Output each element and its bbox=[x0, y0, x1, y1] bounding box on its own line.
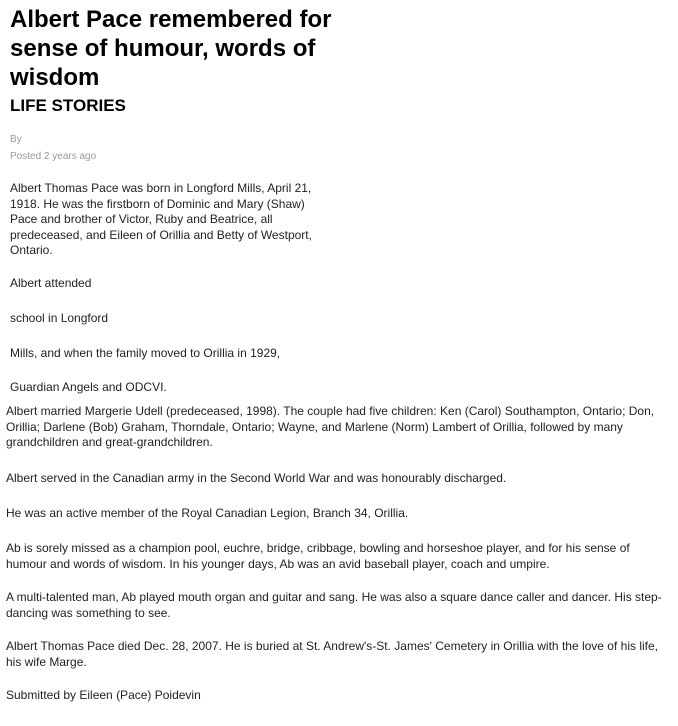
posted-date: Posted 2 years ago bbox=[10, 151, 97, 162]
paragraph-birth: Albert Thomas Pace was born in Longford Mills, April 21, 1918. He was the firstborn of Dominic and Mary (Shaw) Pace and brother of Victor, Ruby and Beatrice, all predeceased, and Eileen of Orillia and Betty of Westport, Ontario. bbox=[10, 181, 312, 257]
paragraph-marriage: Albert married Margerie Udell (predeceased, 1998). The couple had five children: Ken (Carol) Southampton, Ontario; Don, Orillia; Darlene (Bob) Graham, Thorndale, Ontario; Wayne, and Marlene (Norm) Lambert of Orillia, followed by many grandchildren and great-grandchildren. bbox=[6, 404, 655, 449]
article-category: LIFE STORIES bbox=[10, 96, 126, 115]
paragraph-attended: Albert attended bbox=[10, 276, 92, 290]
article-headline: Albert Pace remembered for sense of humour, words of wisdom bbox=[10, 6, 332, 91]
paragraph-army: Albert served in the Canadian army in the Second World War and was honourably discharged. bbox=[6, 471, 507, 485]
paragraph-hobbies: Ab is sorely missed as a champion pool, euchre, bridge, cribbage, bowling and horseshoe player, and for his sense of humour and words of wisdom. In his younger days, Ab was an avid baseball player, coach and umpire. bbox=[6, 541, 630, 571]
paragraph-submitted-by: Submitted by Eileen (Pace) Poidevin bbox=[6, 688, 201, 702]
byline: By bbox=[10, 134, 22, 145]
paragraph-talents: A multi-talented man, Ab played mouth organ and guitar and sang. He was also a square dance caller and dancer. His step-dancing was something to see. bbox=[6, 590, 662, 620]
paragraph-mills: Mills, and when the family moved to Orillia in 1929, bbox=[10, 346, 281, 360]
paragraph-death: Albert Thomas Pace died Dec. 28, 2007. He is buried at St. Andrew's-St. James' Cemetery in Orillia with the love of his life, his wife Marge. bbox=[6, 639, 658, 669]
paragraph-guardian-angels: Guardian Angels and ODCVI. bbox=[10, 380, 167, 394]
paragraph-school: school in Longford bbox=[10, 311, 109, 325]
paragraph-legion: He was an active member of the Royal Canadian Legion, Branch 34, Orillia. bbox=[6, 506, 409, 520]
